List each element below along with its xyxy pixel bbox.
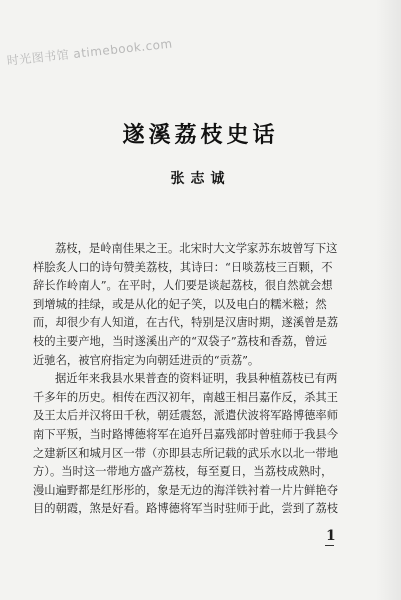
article-title: 遂溪荔枝史话 <box>122 122 279 148</box>
text-line: 据近年来我县水果普查的资料证明，我县种植荔枝已有两 <box>55 372 338 386</box>
text-line: 近驰名，被官府指定为向朝廷进贡的“贡荔”。 <box>33 353 260 367</box>
text-line: 方）。当时这一带地方盛产荔枝，每至夏日，当荔枝成熟时， <box>33 465 333 479</box>
text-line: 荔枝，是岭南佳果之王。北宋时大文学家苏东坡曾写下这 <box>55 242 338 255</box>
text-line: 样脍炙人口的诗句赞美荔枝，其诗曰：“日啖荔枝三百颗，不 <box>33 260 333 274</box>
text-line: 枝的主要产地，当时遂溪出产的“双袋子”荔枝和香荔，曾远 <box>33 334 327 348</box>
text-line: 之建新区和城月区一带（亦即县志所记载的武乐水以北一带地 <box>33 446 339 460</box>
author-name: 张志诚 <box>170 171 231 187</box>
text-line: 而，却很少有人知道，在古代，特别是汉唐时期，遂溪曾是荔 <box>33 316 339 330</box>
page-number-underline <box>325 545 334 546</box>
text-line: 及王太后并汉将田千秋，朝廷震怒，派遣伏波将军路博德率师 <box>33 409 339 423</box>
text-line: 到增城的挂绿，或是从化的妃子笑，以及电白的糯米糍；然 <box>33 297 327 311</box>
page-number: 1 <box>326 528 336 544</box>
text-line: 南下平叛，当时路博德将军在追歼吕嘉残部时曾驻师于我县今 <box>33 427 339 441</box>
text-line: 漫山遍野都是红彤彤的，象是无边的海洋铁衬着一片片鲜艳夺 <box>33 483 339 497</box>
text-line: 千多年的历史。相传在西汉初年，南越王相吕嘉作反，杀其王 <box>33 390 339 404</box>
text-line: 辞长作岭南人”。在平时，人们要是谈起荔枝，很自然就会想 <box>33 279 333 293</box>
scan-edge-shadow <box>376 0 401 600</box>
article-body <box>33 240 368 519</box>
watermark: 时光图书馆 atimebook.com <box>6 36 174 68</box>
text-line: 目的朝霞，煞是好看。路博德将军当时驻师于此，尝到了荔枝 <box>33 502 339 516</box>
